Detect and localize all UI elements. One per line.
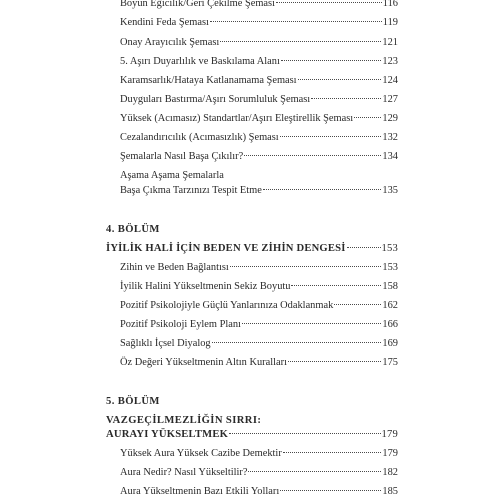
toc-entry — [120, 131, 398, 145]
toc-entry — [120, 74, 398, 88]
toc-entry — [120, 55, 398, 69]
toc-entry — [120, 184, 398, 198]
toc-entry-title: Zihin ve Beden Bağlantısı — [120, 262, 229, 273]
dot-leader — [291, 285, 381, 286]
dot-leader — [248, 471, 381, 472]
toc-entry-title-line1: Aşama Aşama Şemalarla — [120, 170, 224, 181]
section-title-line2: AURAYI YÜKSELTMEK — [106, 429, 229, 440]
section-title-entry — [106, 242, 398, 256]
dot-leader — [311, 98, 381, 99]
toc-entry-page: 124 — [382, 75, 398, 86]
toc-entry — [120, 261, 398, 275]
toc-entry-title: Boyun Eğicilik/Geri Çekilme Şeması — [120, 0, 275, 9]
toc-entry — [120, 299, 398, 313]
dot-leader — [212, 342, 382, 343]
toc-entry-page: 134 — [382, 151, 398, 162]
toc-entry — [120, 0, 398, 11]
toc-entry-title: 5. Aşırı Duyarlılık ve Baskılama Alanı — [120, 56, 280, 67]
toc-entry-title: Aura Nedir? Nasıl Yükseltilir? — [120, 467, 248, 478]
section-title-entry — [106, 428, 398, 442]
toc-entry-page: 182 — [382, 467, 398, 478]
toc-entry — [120, 356, 398, 370]
toc-entry-title: Sağlıklı İçsel Diyalog — [120, 338, 211, 349]
dot-leader — [263, 189, 382, 190]
toc-entry-title: Kendini Feda Şeması — [120, 17, 209, 28]
dot-leader — [334, 304, 381, 305]
toc-entry-page: 185 — [382, 486, 398, 497]
toc-entry-title: Pozitif Psikoloji Eylem Planı — [120, 319, 241, 330]
toc-entry-title: Öz Değeri Yükseltmenin Altın Kuralları — [120, 357, 287, 368]
dot-leader — [244, 155, 381, 156]
section-heading: 4. BÖLÜM — [106, 224, 160, 235]
toc-entry — [120, 150, 398, 164]
toc-entry-page: 166 — [382, 319, 398, 330]
dot-leader — [210, 21, 382, 22]
toc-entry-page: 162 — [382, 300, 398, 311]
toc-entry-page: 116 — [382, 0, 398, 9]
toc-entry-title: Şemalarla Nasıl Başa Çıkılır? — [120, 151, 244, 162]
toc-entry — [120, 280, 398, 294]
toc-entry-page: 135 — [382, 185, 398, 196]
toc-entry-title-line2: Başa Çıkma Tarzınızı Tespit Etme — [120, 185, 262, 196]
toc-entry-title: Karamsarlık/Hataya Katlanamama Şeması — [120, 75, 297, 86]
dot-leader — [283, 452, 382, 453]
toc-entry-page: 119 — [382, 17, 398, 28]
toc-entry-page: 153 — [382, 262, 398, 273]
toc-entry — [120, 16, 398, 30]
toc-entry — [120, 447, 398, 461]
dot-leader — [347, 247, 381, 248]
section-heading: 5. BÖLÜM — [106, 396, 160, 407]
toc-entry-page: 132 — [382, 132, 398, 143]
toc-entry-title: Onay Arayıcılık Şeması — [120, 37, 220, 48]
dot-leader — [276, 2, 382, 3]
toc-entry-page: 169 — [382, 338, 398, 349]
toc-entry-page: 127 — [382, 94, 398, 105]
section-title-page: 179 — [381, 429, 398, 440]
toc-entry-page: 123 — [382, 56, 398, 67]
dot-leader — [242, 323, 381, 324]
toc-entry-title: Pozitif Psikolojiyle Güçlü Yanlarınıza Odaklanmak — [120, 300, 334, 311]
dot-leader — [280, 490, 381, 491]
dot-leader — [280, 136, 382, 137]
toc-entry — [120, 112, 398, 126]
dot-leader — [288, 361, 381, 362]
toc-entry-page: 179 — [382, 448, 398, 459]
toc-entry-title: Yüksek (Acımasız) Standartlar/Aşırı Eleştirellik Şeması — [120, 113, 354, 124]
toc-entry-title: Aura Yükseltmenin Bazı Etkili Yolları — [120, 486, 280, 497]
dot-leader — [230, 266, 382, 267]
dot-leader — [220, 41, 381, 42]
toc-entry-page: 121 — [382, 37, 398, 48]
toc-entry-page: 158 — [382, 281, 398, 292]
toc-entry — [120, 318, 398, 332]
dot-leader — [281, 60, 382, 61]
toc-entry-title: İyilik Halini Yükseltmenin Sekiz Boyutu — [120, 281, 291, 292]
toc-entry — [120, 36, 398, 50]
dot-leader — [229, 433, 380, 434]
section-title-page: 153 — [381, 243, 398, 254]
toc-entry-page: 129 — [382, 113, 398, 124]
toc-entry — [120, 466, 398, 480]
section-title-line1: VAZGEÇİLMEZLİĞİN SIRRI: — [106, 415, 262, 426]
toc-entry — [120, 93, 398, 107]
toc-entry — [120, 485, 398, 499]
section-title: İYİLİK HALİ İÇİN BEDEN VE ZİHİN DENGESİ — [106, 243, 346, 254]
toc-entry-title: Yüksek Aura Yüksek Cazibe Demektir — [120, 448, 282, 459]
toc-entry-page: 175 — [382, 357, 398, 368]
toc-entry-title: Cezalandırıcılık (Acımasızlık) Şeması — [120, 132, 279, 143]
toc-entry — [120, 337, 398, 351]
dot-leader — [354, 117, 381, 118]
toc-entry-title: Duyguları Bastırma/Aşırı Sorumluluk Şeması — [120, 94, 311, 105]
dot-leader — [298, 79, 382, 80]
